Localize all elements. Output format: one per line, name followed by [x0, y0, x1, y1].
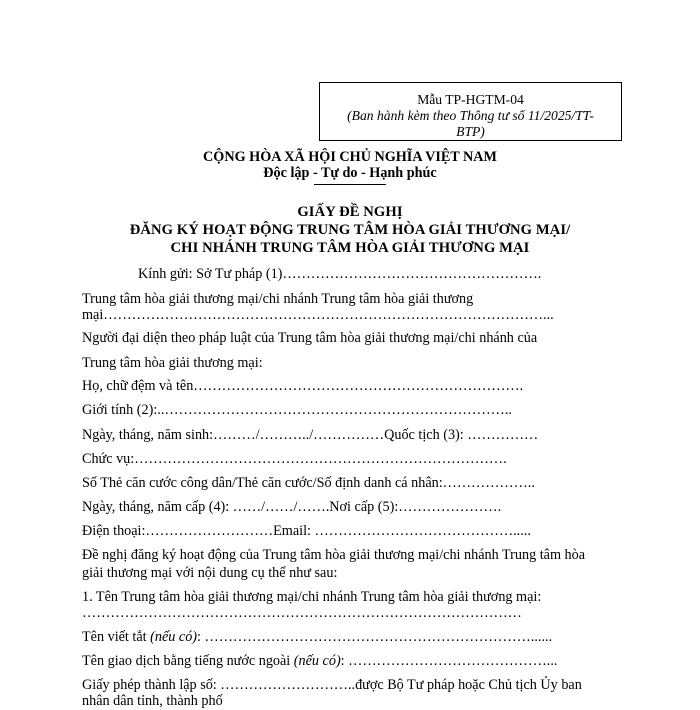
form-issuance-note-line1: (Ban hành kèm theo Thông tư số 11/2025/TT-	[347, 108, 594, 123]
dob-nationality-field: Ngày, tháng, năm sinh:………/………../……………Quốc tịch (3): ……………	[82, 427, 539, 443]
abbreviation-field	[82, 629, 552, 646]
abbreviation-dots: : ……………………………………………………………......	[197, 629, 553, 645]
center-name-line2: mại…………………………………………………………………………………...	[82, 307, 554, 323]
nation-header: CỘNG HÒA XÃ HỘI CHỦ NGHĨA VIỆT NAM	[203, 149, 497, 165]
foreign-name-optional: (nếu có)	[293, 653, 341, 669]
foreign-name-dots: : ……………………………………...	[340, 653, 558, 669]
abbreviation-optional: (nếu có)	[150, 629, 198, 645]
legal-rep-line2: Trung tâm hòa giải thương mại:	[82, 355, 263, 371]
id-number-field: Số Thẻ căn cước công dân/Thẻ căn cước/Số định danh cá nhân:………………..	[82, 475, 535, 491]
request-line2: giải thương mại với nội dung cụ thể như sau:	[82, 565, 338, 581]
abbreviation-label: Tên viết tắt	[82, 629, 151, 645]
issue-date-place-field: Ngày, tháng, năm cấp (4): ……/……/…….Nơi cấp (5):………………….	[82, 499, 502, 515]
addressee-line: Kính gửi: Sở Tư pháp (1)……………………………………………….	[138, 266, 542, 282]
center-name-line1: Trung tâm hòa giải thương mại/chi nhánh Trung tâm hòa giải thương	[82, 291, 474, 307]
phone-email-label: Điện thoại:………………………Email:	[82, 523, 311, 539]
form-code-box	[319, 82, 622, 141]
item1-center-name: 1. Tên Trung tâm hòa giải thương mại/chi nhánh Trung tâm hòa giải thương mại:	[82, 589, 542, 605]
document-title: GIẤY ĐỀ NGHỊ	[297, 204, 403, 220]
form-issuance-note-line2: BTP)	[456, 124, 485, 139]
license-line1: Giấy phép thành lập số: ………………………..được Bộ Tư pháp hoặc Chủ tịch Ủy ban	[82, 677, 582, 693]
full-name-field: Họ, chữ đệm và tên…………………………………………………………….	[82, 378, 524, 394]
legal-rep-line1: Người đại diện theo pháp luật của Trung tâm hòa giải thương mại/chi nhánh của	[82, 330, 538, 346]
foreign-name-label: Tên giao dịch bằng tiếng nước ngoài	[82, 653, 294, 669]
form-code: Mẫu TP-HGTM-04	[417, 92, 524, 107]
phone-email-field	[82, 523, 531, 540]
document-subtitle-line2: CHI NHÁNH TRUNG TÂM HÒA GIẢI THƯƠNG MẠI	[170, 240, 530, 256]
license-line2: nhân dân tỉnh, thành phố	[82, 693, 223, 709]
document-subtitle-line1: ĐĂNG KÝ HOẠT ĐỘNG TRUNG TÂM HÒA GIẢI THƯƠNG MẠI/	[129, 222, 571, 238]
motto: Độc lập - Tự do - Hạnh phúc	[263, 165, 437, 181]
request-line1: Đề nghị đăng ký hoạt động của Trung tâm hòa giải thương mại/chi nhánh Trung tâm hòa	[82, 547, 586, 563]
position-field: Chức vụ:…………………………………………………………………….	[82, 451, 507, 467]
item1-dots: …………………………………………………………………………………	[82, 605, 522, 621]
foreign-name-field	[82, 653, 557, 670]
motto-underline	[314, 184, 386, 185]
email-dots: …………………………………….....	[310, 523, 531, 539]
gender-field: Giới tính (2):..………………………………………………………………..	[82, 402, 512, 418]
